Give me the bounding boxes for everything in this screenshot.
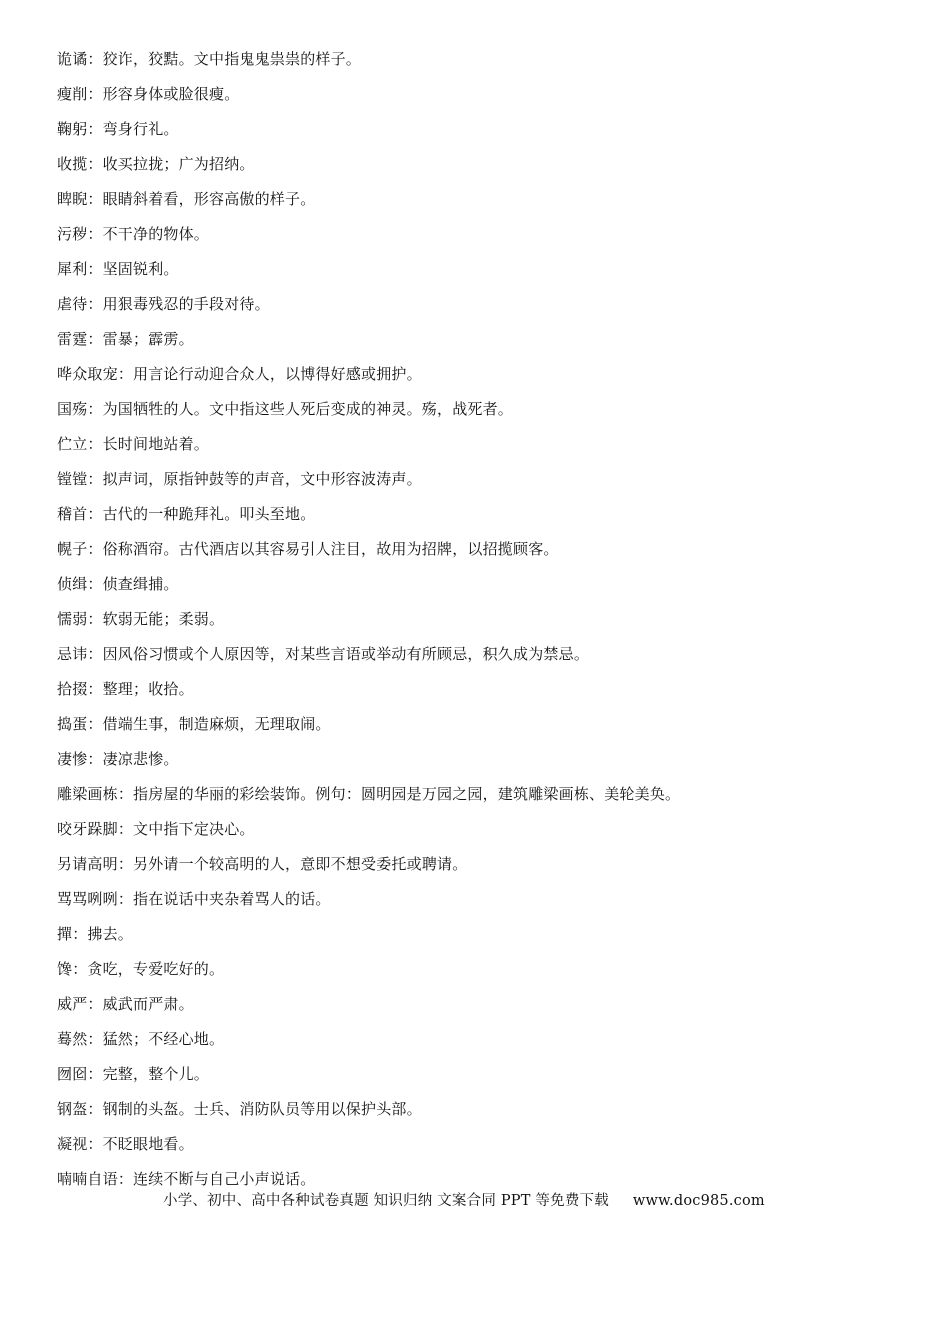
entry-term: 忌讳: [57, 645, 88, 663]
entry-separator: ：: [87, 85, 103, 103]
entry-separator: ：: [87, 155, 103, 173]
entry-separator: ：: [87, 400, 103, 418]
glossary-entry: [57, 990, 917, 1025]
entry-definition: 古代的一种跪拜礼。叩头至地。: [102, 505, 316, 523]
glossary-entry: [57, 430, 917, 465]
entry-definition: 用言论行动迎合众人，以博得好感或拥护。: [133, 365, 422, 383]
entry-separator: ：: [87, 1030, 103, 1048]
entry-term: 诡谲: [57, 50, 88, 68]
entry-separator: ：: [87, 540, 103, 558]
entry-separator: ：: [87, 225, 103, 243]
entry-separator: ：: [87, 50, 103, 68]
entry-term: 骂骂咧咧: [57, 890, 118, 908]
glossary-entry: [57, 255, 917, 290]
glossary-list: [57, 45, 917, 1200]
entry-definition: 拂去。: [87, 925, 134, 943]
entry-separator: ：: [87, 435, 103, 453]
entry-definition: 俗称酒帘。古代酒店以其容易引人注目，故用为招牌，以招揽顾客。: [102, 540, 559, 558]
entry-separator: ：: [87, 505, 103, 523]
entry-term: 收揽: [57, 155, 88, 173]
entry-definition: 威武而严肃。: [102, 995, 194, 1013]
glossary-entry: [57, 395, 917, 430]
footer-text: 小学、初中、高中各种试卷真题 知识归纳 文案合同 PPT 等免费下载: [163, 1193, 609, 1209]
glossary-entry: [57, 815, 917, 850]
entry-term: 鞠躬: [57, 120, 88, 138]
entry-separator: ：: [117, 820, 134, 838]
glossary-entry: [57, 675, 917, 710]
entry-separator: ：: [87, 575, 103, 593]
glossary-entry: [57, 640, 917, 675]
entry-term: 瘦削: [57, 85, 88, 103]
entry-separator: ：: [87, 610, 103, 628]
entry-separator: ：: [87, 995, 103, 1013]
entry-term: 凄惨: [57, 750, 88, 768]
glossary-entry: [57, 465, 917, 500]
entry-separator: ：: [87, 295, 103, 313]
entry-term: 污秽: [57, 225, 88, 243]
entry-term: 懦弱: [57, 610, 88, 628]
entry-separator: ：: [72, 925, 88, 943]
entry-definition: 狡诈，狡黠。文中指鬼鬼祟祟的样子。: [102, 50, 362, 68]
entry-definition: 坚固锐利。: [102, 260, 179, 278]
entry-definition: 另外请一个较高明的人，意即不想受委托或聘请。: [133, 855, 468, 873]
entry-separator: ：: [117, 785, 134, 803]
entry-term: 钢盔: [57, 1100, 88, 1118]
glossary-entry: [57, 45, 917, 80]
entry-separator: ：: [87, 120, 103, 138]
entry-term: 稽首: [57, 505, 88, 523]
entry-definition: 借端生事，制造麻烦，无理取闹。: [102, 715, 331, 733]
glossary-entry: [57, 955, 917, 990]
entry-term: 哗众取宠: [57, 365, 118, 383]
entry-term: 拾掇: [57, 680, 88, 698]
entry-term: 威严: [57, 995, 88, 1013]
entry-term: 侦缉: [57, 575, 88, 593]
entry-term: 幌子: [57, 540, 88, 558]
entry-definition: 雷暴；霹雳。: [102, 330, 194, 348]
entry-definition: 不眨眼地看。: [102, 1135, 194, 1153]
glossary-entry: [57, 290, 917, 325]
glossary-entry: [57, 570, 917, 605]
entry-term: 馋: [57, 960, 73, 978]
entry-term: 捣蛋: [57, 715, 88, 733]
entry-separator: ：: [117, 365, 134, 383]
glossary-entry: [57, 1025, 917, 1060]
glossary-entry: [57, 325, 917, 360]
entry-definition: 因风俗习惯或个人原因等，对某些言语或举动有所顾忌，积久成为禁忌。: [102, 645, 590, 663]
entry-separator: ：: [87, 1065, 103, 1083]
entry-definition: 弯身行礼。: [102, 120, 179, 138]
glossary-entry: [57, 605, 917, 640]
entry-definition: 眼睛斜着看，形容高傲的样子。: [102, 190, 316, 208]
entry-term: 雕梁画栋: [57, 785, 118, 803]
entry-term: 虐待: [57, 295, 88, 313]
entry-separator: ：: [87, 330, 103, 348]
entry-definition: 指房屋的华丽的彩绘装饰。例句：圆明园是万园之园，建筑雕梁画栋、美轮美奂。: [133, 785, 681, 803]
glossary-entry: [57, 1130, 917, 1165]
entry-definition: 文中指下定决心。: [133, 820, 255, 838]
entry-definition: 侦查缉捕。: [102, 575, 179, 593]
glossary-entry: [57, 1095, 917, 1130]
glossary-entry: [57, 220, 917, 255]
entry-separator: ：: [87, 645, 103, 663]
entry-definition: 连续不断与自己小声说话。: [133, 1170, 316, 1188]
entry-term: 镗镗: [57, 470, 88, 488]
entry-separator: ：: [87, 1100, 103, 1118]
footer-website: www.doc985.com: [632, 1193, 765, 1209]
entry-term: 雷霆: [57, 330, 88, 348]
entry-separator: ：: [117, 1170, 134, 1188]
entry-definition: 指在说话中夹杂着骂人的话。: [133, 890, 331, 908]
entry-definition: 为国牺牲的人。文中指这些人死后变成的神灵。殇，战死者。: [102, 400, 514, 418]
entry-separator: ：: [72, 960, 88, 978]
entry-term: 撣: [57, 925, 73, 943]
entry-separator: ：: [87, 680, 103, 698]
entry-definition: 完整，整个儿。: [102, 1065, 210, 1083]
entry-separator: ：: [87, 1135, 103, 1153]
entry-definition: 收买拉拢；广为招纳。: [102, 155, 255, 173]
entry-term: 咬牙跺脚: [57, 820, 118, 838]
entry-definition: 不干净的物体。: [102, 225, 210, 243]
glossary-entry: [57, 850, 917, 885]
entry-definition: 整理；收拾。: [102, 680, 194, 698]
glossary-entry: [57, 150, 917, 185]
entry-definition: 软弱无能；柔弱。: [102, 610, 225, 628]
glossary-entry: [57, 885, 917, 920]
entry-term: 蓦然: [57, 1030, 88, 1048]
entry-separator: ：: [87, 715, 103, 733]
entry-term: 伫立: [57, 435, 88, 453]
page-footer: [163, 1187, 765, 1215]
glossary-entry: [57, 1060, 917, 1095]
entry-definition: 钢制的头盔。士兵、消防队员等用以保护头部。: [102, 1100, 422, 1118]
glossary-entry: [57, 80, 917, 115]
entry-term: 国殇: [57, 400, 88, 418]
entry-definition: 猛然；不经心地。: [102, 1030, 225, 1048]
entry-separator: ：: [87, 190, 103, 208]
entry-definition: 凄凉悲惨。: [102, 750, 179, 768]
entry-separator: ：: [117, 855, 134, 873]
entry-term: 喃喃自语: [57, 1170, 118, 1188]
entry-separator: ：: [87, 260, 103, 278]
glossary-entry: [57, 745, 917, 780]
entry-term: 另请高明: [57, 855, 118, 873]
entry-definition: 拟声词，原指钟鼓等的声音，文中形容波涛声。: [102, 470, 422, 488]
entry-term: 囫囵: [57, 1065, 88, 1083]
glossary-entry: [57, 115, 917, 150]
entry-definition: 用狠毒残忍的手段对待。: [102, 295, 270, 313]
entry-term: 凝视: [57, 1135, 88, 1153]
entry-separator: ：: [87, 750, 103, 768]
glossary-entry: [57, 920, 917, 955]
entry-definition: 长时间地站着。: [102, 435, 210, 453]
glossary-entry: [57, 185, 917, 220]
entry-separator: ：: [117, 890, 134, 908]
glossary-entry: [57, 360, 917, 395]
entry-term: 睥睨: [57, 190, 88, 208]
glossary-entry: [57, 710, 917, 745]
entry-definition: 贪吃，专爱吃好的。: [87, 960, 225, 978]
entry-term: 犀利: [57, 260, 88, 278]
entry-definition: 形容身体或脸很瘦。: [102, 85, 240, 103]
glossary-entry: [57, 500, 917, 535]
glossary-entry: [57, 780, 917, 815]
entry-separator: ：: [87, 470, 103, 488]
glossary-entry: [57, 535, 917, 570]
